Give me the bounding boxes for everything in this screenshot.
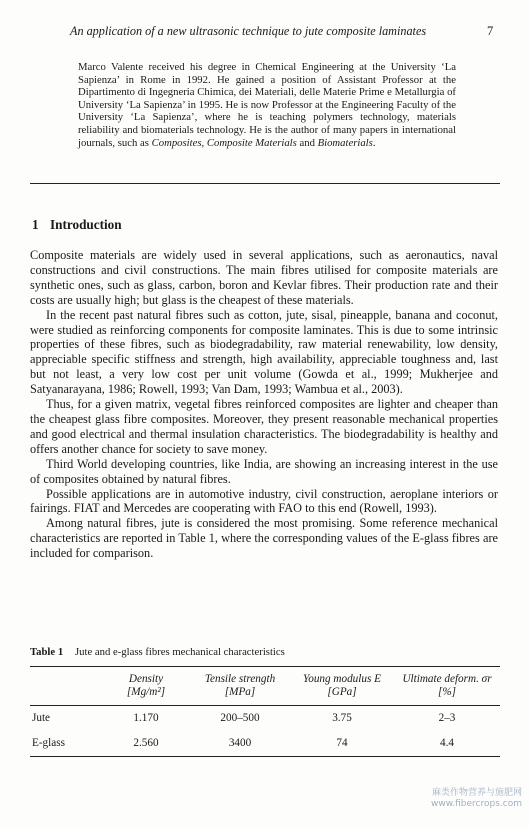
bio-separator: and	[296, 136, 318, 149]
journal-name: Composite Materials	[206, 136, 297, 149]
author-bio	[78, 61, 456, 149]
table-cell: 200–500	[220, 712, 260, 724]
paragraph: Thus, for a given matrix, vegetal fibres reinforced composites are lighter and cheaper than the cheapest glass fibre composites. Moreover, they present reasonable mechanical properties and good electrical and thermal insulation characteristics. The biodegradability is healthy and offers another chance for society to save money.	[30, 397, 498, 456]
table-cell: 3.75	[332, 712, 352, 724]
table-cell: 2.560	[133, 737, 159, 749]
column-unit: [MPa]	[224, 686, 256, 698]
table-cell: 3400	[228, 737, 252, 749]
paragraph: In the recent past natural fibres such as cotton, jute, sisal, pineapple, banana and coconut, were studied as reinforcing components for composite laminates. This is due to some intrinsic properties of these fibres, such as biodegradability, raw material renewability, low density, appreciable specific stiffness and strength, high availability, appreciable toughness and, last but not least, a very low cost per unit volume (Gowda et al., 1999; Mukherjee and Satyanarayana, 1986; Rowell, 1993; Van Dam, 1993; Wambua et al., 2003).	[30, 307, 498, 397]
fibre-properties-table	[30, 666, 500, 757]
column-header	[190, 667, 290, 706]
column-unit: [%]	[437, 686, 457, 698]
column-unit: [GPa]	[327, 686, 357, 698]
table-cell: 1.170	[133, 712, 159, 724]
column-name: Density	[128, 673, 164, 685]
paragraph: Composite materials are widely used in several applications, such as aeronautics, naval constructions and civil constructions. The main fibres utilised for composite materials are synthetic ones, such as glass, carbon, boron and Kevlar fibres. Their production rate and their costs are usually high; but glass is the cheapest of these materials.	[30, 248, 498, 307]
table-title	[30, 646, 285, 658]
bio-separator: ,	[201, 136, 207, 149]
table-row	[30, 706, 500, 732]
table-label: Table 1	[30, 646, 64, 658]
running-head-title: An application of a new ultrasonic technique to jute composite laminates	[70, 24, 427, 38]
journal-name: Biomaterials	[317, 136, 373, 149]
bio-text: Marco Valente received his degree in Chemical Engineering at the University ‘La Sapienza’ in Rome in 1992. He gained a position of Assistant Professor at the Dipartimento di Ingegneria Chimica, dei Materiali, delle Materie Prime e Metallurgia of University ‘La Sapienza’ in 1995. He is now Professor at the Engineering Faculty of the University ‘La Sapienza’, where he is teaching polymers technology, materials reliability and biomaterials technology. He is the author of many papers in international journals, such as	[78, 61, 456, 149]
table-header-row	[30, 667, 500, 706]
paragraph: Third World developing countries, like India, are showing an increasing interest in the use of composites obtained by natural fibres.	[30, 456, 498, 486]
row-label: Jute	[32, 712, 51, 724]
column-name: Young modulus E	[303, 673, 381, 685]
bio-end: .	[372, 136, 376, 149]
section-title: Introduction	[50, 217, 122, 232]
watermark-line: 麻类作物营养与施肥网	[431, 788, 522, 798]
column-name: Ultimate deform. σr	[402, 673, 492, 685]
paragraph: Possible applications are in automotive industry, civil construction, aeroplane interiors or fairings. FIAT and Mercedes are cooperating with FAO to this end (Rowell, 1993).	[30, 486, 498, 516]
section-heading	[32, 217, 122, 233]
table-cell: 2–3	[438, 712, 456, 724]
table-corner	[30, 667, 102, 706]
table-cell: 74	[336, 737, 348, 749]
table-row	[30, 731, 500, 757]
column-unit: [Mg/m²]	[126, 686, 166, 698]
column-header	[102, 667, 190, 706]
section-number: 1	[32, 217, 39, 232]
journal-name: Composites	[151, 136, 202, 149]
body-text	[30, 248, 498, 561]
watermark	[431, 788, 522, 810]
watermark-line: www.fibercrops.com	[431, 799, 522, 809]
paragraph: Among natural fibres, jute is considered the most promising. Some reference mechanical characteristics are reported in Table 1, where the corresponding values of the E-glass fibres are included for comparison.	[30, 516, 498, 561]
page-number: 7	[487, 24, 494, 38]
column-header	[290, 667, 394, 706]
row-label: E-glass	[32, 737, 65, 749]
table-caption: Jute and e-glass fibres mechanical characteristics	[75, 646, 285, 658]
column-header	[394, 667, 500, 706]
bio-divider	[30, 183, 500, 184]
table-cell: 4.4	[440, 737, 454, 749]
column-name: Tensile strength	[204, 673, 276, 685]
